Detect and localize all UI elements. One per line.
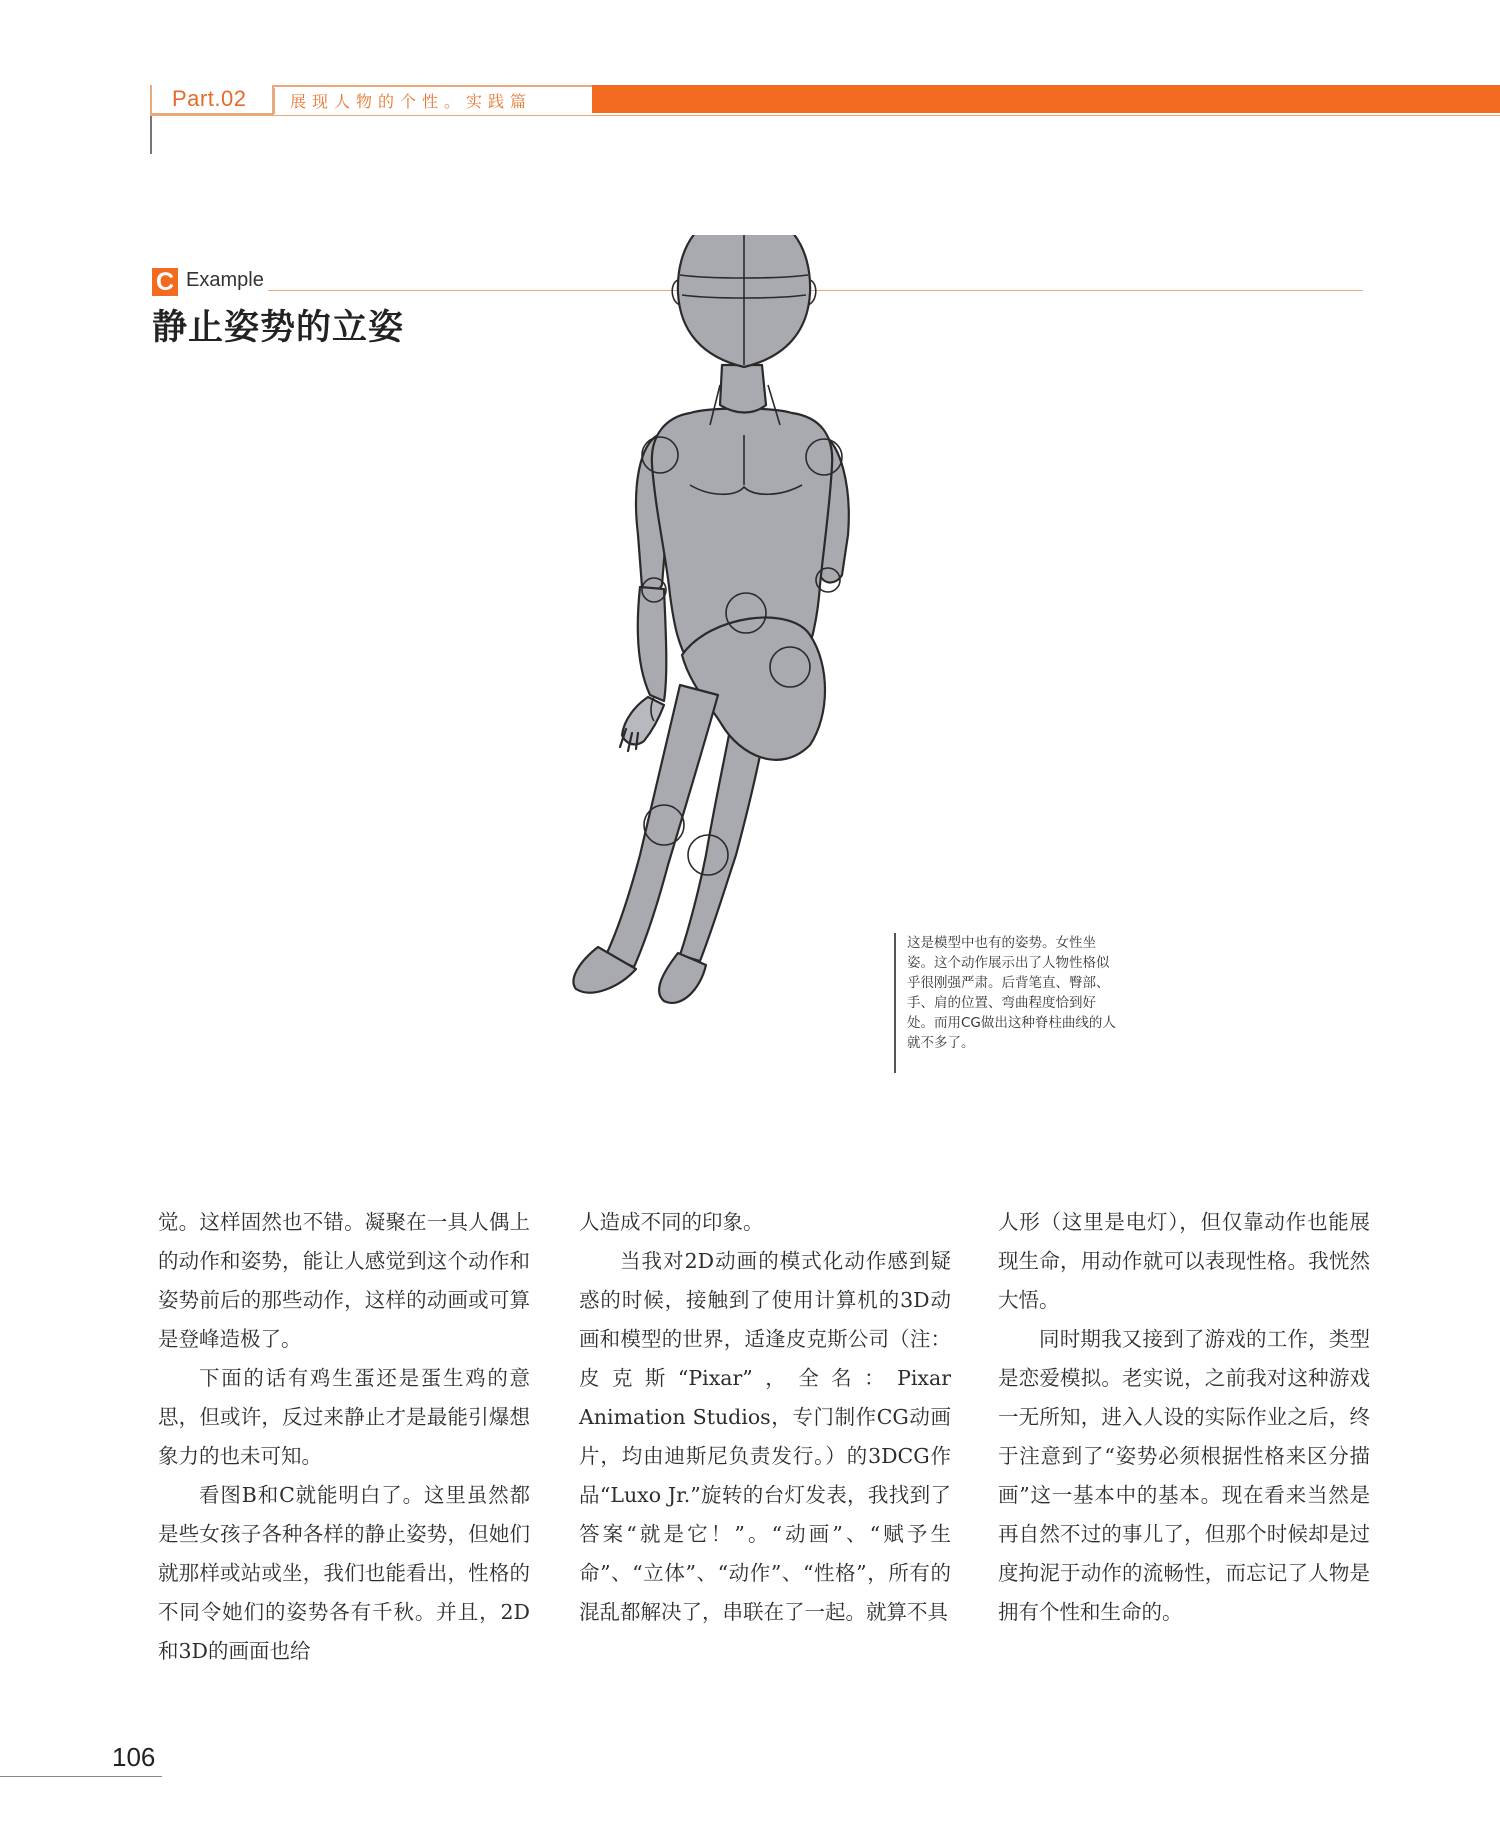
figure-caption: 这是模型中也有的姿势。女性坐姿。这个动作展示出了人物性格似乎很刚强严肃。后背笔直、臀部、手、肩的位置、弯曲程度恰到好处。而用CG做出这种脊柱曲线的人就不多了。 [907, 935, 1116, 1051]
body-column-1 [158, 1203, 530, 1671]
page-number: 106 [112, 1742, 156, 1772]
section-badge: C [152, 268, 178, 296]
paragraph: 人形（这里是电灯），但仅靠动作也能展现生命，用动作就可以表现性格。我恍然大悟。 [998, 1210, 1370, 1312]
header-left-tick [150, 116, 152, 154]
body-column-3 [998, 1203, 1370, 1632]
paragraph: 当我对2D动画的模式化动作感到疑惑的时候，接触到了使用计算机的3D动画和模型的世界，适逢皮克斯公司（注：皮克斯“Pixar”，全名：Pixar Animation Studios，专门制作CG动画片，均由迪斯尼负责发行。）的3DCG作品“Luxo Jr.”旋转的台灯发表，我找到了答案“就是它！”。“动画”、“赋予生命”、“立体”、“动作”、“性格”，所有的混乱都解决了，串联在了一起。就算不具 [579, 1249, 951, 1624]
paragraph: 看图B和C就能明白了。这里虽然都是些女孩子各种各样的静止姿势，但她们就那样或站或坐，我们也能看出，性格的不同令她们的姿势各有千秋。并且，2D和3D的画面也给 [158, 1483, 530, 1663]
header-bottom-rule [150, 115, 1500, 116]
caption-rule [894, 933, 896, 1073]
footer-rule [0, 1776, 162, 1777]
mannequin-illustration [540, 235, 920, 1075]
header-part-label: Part.02 [172, 86, 247, 111]
header-separator [273, 88, 275, 114]
paragraph: 同时期我又接到了游戏的工作，类型是恋爱模拟。老实说，之前我对这种游戏一无所知，进入人设的实际作业之后，终于注意到了“姿势必须根据性格来区分描画”这一基本中的基本。现在看来当然是再自然不过的事儿了，但那个时候却是过度拘泥于动作的流畅性，而忘记了人物是拥有个性和生命的。 [998, 1327, 1370, 1624]
paragraph: 下面的话有鸡生蛋还是蛋生鸡的意思，但或许，反过来静止才是最能引爆想象力的也未可知。 [158, 1366, 530, 1468]
body-column-2 [579, 1203, 951, 1632]
header-subtitle: 展现人物的个性。实践篇 [290, 92, 533, 111]
section-label: Example [186, 269, 264, 291]
mannequin-figure [540, 235, 920, 1075]
paragraph: 人造成不同的印象。 [579, 1210, 764, 1234]
page-title: 静止姿势的立姿 [152, 308, 405, 348]
header-accent-bar [592, 85, 1500, 113]
paragraph: 觉。这样固然也不错。凝聚在一具人偶上的动作和姿势，能让人感觉到这个动作和姿势前后的那些动作，这样的动画或可算是登峰造极了。 [158, 1210, 530, 1351]
